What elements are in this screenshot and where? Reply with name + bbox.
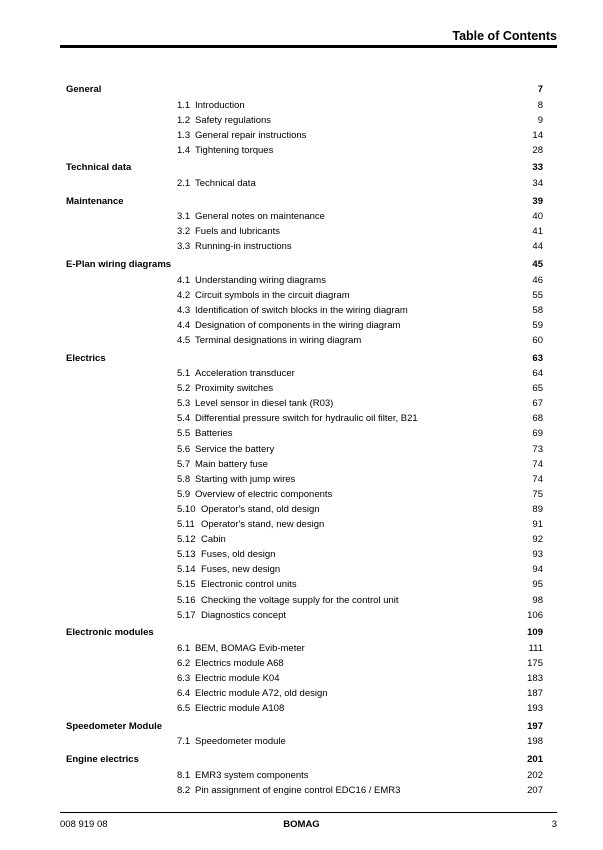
toc-entry[interactable] xyxy=(66,577,543,592)
toc-entry[interactable] xyxy=(66,366,543,381)
toc-entry[interactable] xyxy=(66,593,543,608)
section-page-number: 201 xyxy=(527,754,543,766)
entry-number: 4.1 xyxy=(177,274,191,286)
entry-number: 4.3 xyxy=(177,304,191,316)
entry-page-number: 187 xyxy=(527,688,543,700)
section-page-number: 63 xyxy=(532,352,543,364)
entry-page-number: 92 xyxy=(532,534,543,546)
entry-number: 1.3 xyxy=(177,129,191,141)
entry-title: Electrics module A68 xyxy=(195,657,284,669)
entry-number: 5.12 xyxy=(177,534,196,546)
entry-number: 8.2 xyxy=(177,784,191,796)
section-title: Technical data xyxy=(66,162,132,174)
entry-page-number: 67 xyxy=(532,398,543,410)
section-title: Maintenance xyxy=(66,195,124,207)
entry-title: BEM, BOMAG Evib-meter xyxy=(195,642,305,654)
entry-title: Designation of components in the wiring diagram xyxy=(195,319,401,331)
entry-page-number: 106 xyxy=(527,609,543,621)
section-page-number: 39 xyxy=(532,195,543,207)
entry-page-number: 193 xyxy=(527,703,543,715)
entry-number: 5.2 xyxy=(177,383,191,395)
section-title: Electrics xyxy=(66,352,106,364)
entry-number: 5.15 xyxy=(177,579,196,591)
entry-page-number: 69 xyxy=(532,428,543,440)
entry-page-number: 93 xyxy=(532,549,543,561)
toc-entry[interactable] xyxy=(66,547,543,562)
entry-title: Fuses, old design xyxy=(201,549,276,561)
entry-title: Batteries xyxy=(195,428,233,440)
entry-title: Speedometer module xyxy=(195,736,286,748)
entry-number: 4.4 xyxy=(177,319,191,331)
entry-number: 6.1 xyxy=(177,642,191,654)
section-page-number: 109 xyxy=(527,627,543,639)
section-page-number: 197 xyxy=(527,720,543,732)
toc-entry[interactable] xyxy=(66,608,543,623)
entry-number: 8.1 xyxy=(177,769,191,781)
entry-page-number: 58 xyxy=(532,304,543,316)
toc-entry[interactable] xyxy=(66,734,543,749)
entry-title: Introduction xyxy=(195,99,245,111)
toc-entry[interactable] xyxy=(66,532,543,547)
toc-section-heading[interactable] xyxy=(66,752,543,768)
entry-page-number: 94 xyxy=(532,564,543,576)
header-divider xyxy=(60,45,557,48)
entry-title: Understanding wiring diagrams xyxy=(195,274,326,286)
entry-number: 6.5 xyxy=(177,703,191,715)
entry-title: Diagnostics concept xyxy=(201,609,287,621)
entry-page-number: 68 xyxy=(532,413,543,425)
entry-title: Operator's stand, old design xyxy=(201,503,320,515)
table-of-contents xyxy=(66,82,543,798)
entry-page-number: 111 xyxy=(528,642,543,654)
toc-entry[interactable] xyxy=(66,656,543,671)
toc-entry[interactable] xyxy=(66,143,543,158)
entry-page-number: 183 xyxy=(527,672,543,684)
entry-number: 3.1 xyxy=(177,211,191,223)
entry-page-number: 207 xyxy=(527,784,543,796)
entry-page-number: 89 xyxy=(532,503,543,515)
page-number: 3 xyxy=(551,819,557,830)
entry-page-number: 74 xyxy=(532,458,543,470)
entry-title: Terminal designations in wiring diagram xyxy=(195,334,362,346)
entry-title: Electric module K04 xyxy=(195,672,280,684)
toc-entry[interactable] xyxy=(66,176,543,191)
entry-title: Main battery fuse xyxy=(195,458,268,470)
entry-number: 5.1 xyxy=(177,368,191,380)
toc-entry[interactable] xyxy=(66,768,543,783)
footer-divider xyxy=(60,812,557,813)
toc-entry[interactable] xyxy=(66,303,543,318)
entry-number: 5.17 xyxy=(177,609,196,621)
entry-page-number: 40 xyxy=(532,211,543,223)
entry-title: Level sensor in diesel tank (R03) xyxy=(195,398,334,410)
toc-entry[interactable] xyxy=(66,641,543,656)
entry-number: 5.8 xyxy=(177,473,191,485)
entry-number: 7.1 xyxy=(177,736,191,748)
entry-number: 1.2 xyxy=(177,114,191,126)
section-title: General xyxy=(66,84,102,95)
entry-number: 5.16 xyxy=(177,594,196,606)
entry-title: Checking the voltage supply for the control unit xyxy=(201,594,399,606)
entry-page-number: 74 xyxy=(532,473,543,485)
entry-title: General notes on maintenance xyxy=(195,211,325,223)
entry-page-number: 28 xyxy=(532,144,543,156)
toc-entry[interactable] xyxy=(66,671,543,686)
entry-number: 6.3 xyxy=(177,672,191,684)
entry-page-number: 64 xyxy=(532,368,543,380)
toc-entry[interactable] xyxy=(66,517,543,532)
section-title: E-Plan wiring diagrams xyxy=(66,259,172,271)
entry-page-number: 8 xyxy=(537,99,543,111)
entry-title: Differential pressure switch for hydraulic oil filter, B21 xyxy=(195,413,418,425)
entry-number: 3.2 xyxy=(177,226,191,238)
entry-page-number: 98 xyxy=(532,594,543,606)
entry-number: 5.6 xyxy=(177,443,191,455)
entry-page-number: 65 xyxy=(532,383,543,395)
entry-number: 1.4 xyxy=(177,144,191,156)
page-title: Table of Contents xyxy=(452,29,557,43)
entry-title: General repair instructions xyxy=(195,129,307,141)
toc-entry[interactable] xyxy=(66,128,543,143)
entry-title: Electronic control units xyxy=(201,579,297,591)
entry-title: Cabin xyxy=(201,534,226,546)
toc-section-heading[interactable] xyxy=(66,194,543,210)
entry-number: 3.3 xyxy=(177,241,191,253)
entry-title: Proximity switches xyxy=(195,383,274,395)
section-title: Speedometer Module xyxy=(66,720,163,732)
entry-title: Running-in instructions xyxy=(195,241,292,253)
entry-page-number: 44 xyxy=(532,241,543,253)
entry-page-number: 59 xyxy=(532,319,543,331)
toc-entry[interactable] xyxy=(66,209,543,224)
toc-entry[interactable] xyxy=(66,701,543,716)
toc-entry[interactable] xyxy=(66,487,543,502)
entry-number: 5.10 xyxy=(177,503,196,515)
entry-page-number: 75 xyxy=(532,488,543,500)
toc-section-heading[interactable] xyxy=(66,719,543,735)
toc-entry[interactable] xyxy=(66,224,543,239)
entry-title: Identification of switch blocks in the wiring diagram xyxy=(195,304,408,316)
entry-number: 5.9 xyxy=(177,488,191,500)
toc-entry[interactable] xyxy=(66,273,543,288)
toc-entry[interactable] xyxy=(66,457,543,472)
entry-number: 2.1 xyxy=(177,177,191,189)
entry-page-number: 41 xyxy=(532,226,543,238)
entry-title: Technical data xyxy=(195,177,256,189)
toc-entry[interactable] xyxy=(66,239,543,254)
section-page-number: 45 xyxy=(532,259,543,271)
entry-number: 6.2 xyxy=(177,657,191,669)
entry-title: Pin assignment of engine control EDC16 / EMR3 xyxy=(195,784,401,796)
toc-entry[interactable] xyxy=(66,333,543,348)
toc-entry[interactable] xyxy=(66,98,543,113)
entry-title: EMR3 system components xyxy=(195,769,309,781)
toc-entry[interactable] xyxy=(66,318,543,333)
entry-title: Electric module A72, old design xyxy=(195,688,328,700)
toc-entry[interactable] xyxy=(66,472,543,487)
entry-page-number: 202 xyxy=(527,769,543,781)
toc-section-heading[interactable] xyxy=(66,257,543,273)
document-number: 008 919 08 xyxy=(60,819,108,830)
section-page-number: 7 xyxy=(537,84,543,95)
toc-entry[interactable] xyxy=(66,288,543,303)
entry-number: 5.4 xyxy=(177,413,191,425)
entry-number: 5.11 xyxy=(177,519,195,531)
toc-entry[interactable] xyxy=(66,502,543,517)
entry-title: Safety regulations xyxy=(195,114,272,126)
toc-section-heading[interactable] xyxy=(66,351,543,367)
toc-entry[interactable] xyxy=(66,396,543,411)
entry-title: Overview of electric components xyxy=(195,488,333,500)
toc-entry[interactable] xyxy=(66,426,543,441)
entry-page-number: 9 xyxy=(537,114,543,126)
entry-page-number: 14 xyxy=(532,129,543,141)
toc-section-heading[interactable] xyxy=(66,160,543,176)
entry-title: Fuses, new design xyxy=(201,564,281,576)
entry-number: 5.14 xyxy=(177,564,196,576)
toc-section-heading[interactable] xyxy=(66,82,543,98)
entry-title: Operator's stand, new design xyxy=(201,519,325,531)
entry-title: Fuels and lubricants xyxy=(195,226,281,238)
toc-entry[interactable] xyxy=(66,381,543,396)
brand-name: BOMAG xyxy=(283,819,320,830)
toc-entry[interactable] xyxy=(66,113,543,128)
toc-entry[interactable] xyxy=(66,411,543,426)
toc-section-heading[interactable] xyxy=(66,625,543,641)
entry-number: 4.2 xyxy=(177,289,191,301)
entry-page-number: 60 xyxy=(532,334,543,346)
entry-title: Service the battery xyxy=(195,443,275,455)
toc-entry[interactable] xyxy=(66,562,543,577)
entry-number: 5.13 xyxy=(177,549,196,561)
entry-title: Circuit symbols in the circuit diagram xyxy=(195,289,350,301)
entry-number: 6.4 xyxy=(177,688,191,700)
entry-page-number: 91 xyxy=(532,519,543,531)
entry-number: 4.5 xyxy=(177,334,191,346)
section-title: Engine electrics xyxy=(66,754,139,766)
section-title: Electronic modules xyxy=(66,627,154,639)
toc-entry[interactable] xyxy=(66,442,543,457)
entry-page-number: 34 xyxy=(532,177,543,189)
entry-page-number: 95 xyxy=(532,579,543,591)
entry-page-number: 73 xyxy=(532,443,543,455)
toc-entry[interactable] xyxy=(66,686,543,701)
entry-page-number: 198 xyxy=(527,736,543,748)
entry-number: 5.5 xyxy=(177,428,191,440)
entry-title: Acceleration transducer xyxy=(195,368,295,380)
entry-title: Starting with jump wires xyxy=(195,473,296,485)
entry-number: 1.1 xyxy=(177,99,191,111)
entry-page-number: 175 xyxy=(527,657,543,669)
entry-number: 5.7 xyxy=(177,458,191,470)
entry-title: Tightening torques xyxy=(195,144,274,156)
entry-title: Electric module A108 xyxy=(195,703,285,715)
section-page-number: 33 xyxy=(532,162,543,174)
toc-entry[interactable] xyxy=(66,783,543,798)
entry-page-number: 46 xyxy=(532,274,543,286)
entry-number: 5.3 xyxy=(177,398,191,410)
entry-page-number: 55 xyxy=(532,289,543,301)
